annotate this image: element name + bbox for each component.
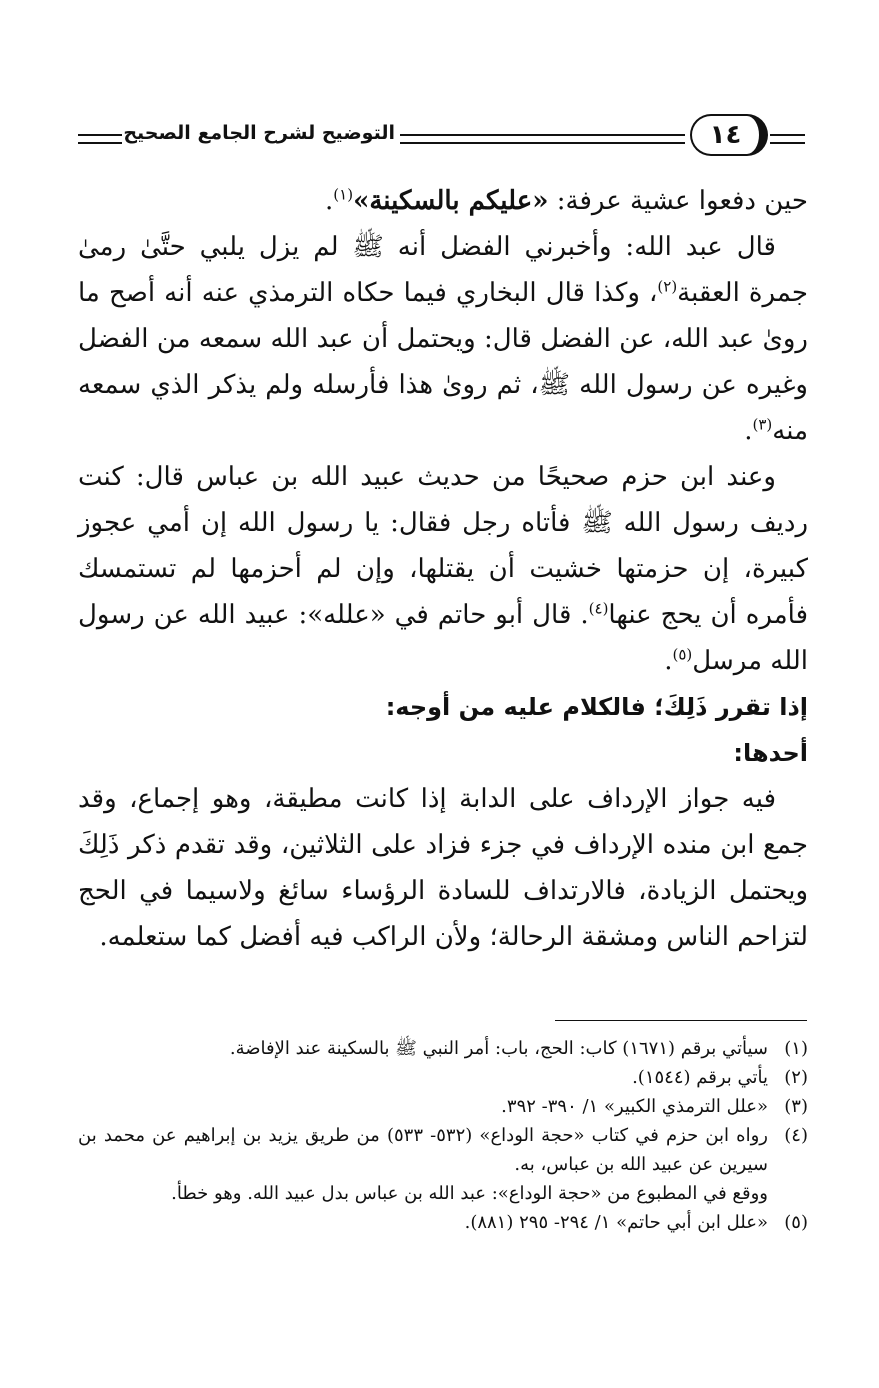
footnote-number: (١) (784, 1038, 808, 1059)
footnote-ref-2: (٢) (657, 277, 678, 296)
footnote-2 (78, 1063, 808, 1092)
footnote-number: (٣) (784, 1096, 808, 1117)
page-header (70, 112, 810, 162)
paragraph-2: قال عبد الله: وأخبرني الفضل أنه ﷺ لم يزل يلبي حتَّىٰ رمىٰ جمرة العقبة$^{(٢)}$، وكذا قال البخاري فيما حكاه الترمذي عنه أنه أصح ما روىٰ عبد الله، عن الفضل قال: ويحتمل أن عبد الله سمعه من الفضل وغيره عن رسول الله ﷺ، ثم روىٰ هذا فأرسله ولم يذكر الذي سمعه منه$^{(٣)}$. (78, 232, 808, 446)
footnote-3 (78, 1092, 808, 1121)
paragraph-4: فيه جواز الإرداف على الدابة إذا كانت مطيقة، وهو إجماع، وقد جمع ابن منده الإرداف في جزء فزاد على الثلاثين، وقد تقدم ذكر ذَلِكَ ويحتمل الزيادة، فالارتداف للسادة الرؤساء سائغ ولاسيما في الحج لتزاحم الناس ومشقة الرحالة؛ ولأن الراكب فيه أفضل كما ستعلمه. (78, 784, 808, 952)
footnote-text: يأتي برقم (١٥٤٤). (632, 1067, 768, 1088)
footnote-number: (٥) (784, 1212, 808, 1233)
section-heading: إذا تقرر ذَلِكَ؛ فالكلام عليه من أوجه: (385, 693, 808, 721)
paragraph-1: حين دفعوا عشية عرفة: «عليكم بالسكينة»$^{(١)}$. (325, 185, 808, 216)
header-rule-left (78, 134, 122, 144)
footnote-text: «علل ابن أبي حاتم» ١/ ٢٩٤- ٢٩٥ (٨٨١). (464, 1212, 768, 1233)
footnote-1 (78, 1034, 808, 1063)
footnotes (78, 1034, 808, 1237)
footnote-5 (78, 1208, 808, 1237)
main-text (78, 178, 808, 960)
running-title: التوضيح لشرح الجامع الصحيح (123, 122, 395, 144)
footnote-4 (78, 1121, 808, 1208)
footnote-number: (٤) (784, 1125, 808, 1146)
footnote-text: «علل الترمذي الكبير» ١/ ٣٩٠- ٣٩٢. (501, 1096, 768, 1117)
footnote-text-continued: ووقع في المطبوع من «حجة الوداع»: عبد الله بن عباس بدل عبيد الله. وهو خطأ. (171, 1183, 768, 1204)
footnote-ref-5: (٥) (672, 645, 693, 664)
footnote-separator (555, 1020, 807, 1021)
subsection-heading: أحدها: (733, 739, 808, 767)
footnote-number: (٢) (784, 1067, 808, 1088)
header-rule-right (770, 134, 805, 144)
hadith-quote: «عليكم بالسكينة» (353, 186, 549, 216)
footnote-ref-1: (١) (333, 185, 354, 204)
footnote-ref-3: (٣) (752, 415, 773, 434)
page-number: ١٤ (690, 114, 768, 156)
header-rule-middle (400, 134, 685, 144)
footnote-text: سيأتي برقم (١٦٧١) كاب: الحج، باب: أمر النبي ﷺ بالسكينة عند الإفاضة. (229, 1038, 768, 1059)
paragraph-3: وعند ابن حزم صحيحًا من حديث عبيد الله بن عباس قال: كنت رديف رسول الله ﷺ فأتاه رجل فقال: يا رسول الله إن أمي عجوز كبيرة، إن حزمتها خشيت أن يقتلها، وإن لم أحزمها لم تستمسك فأمره أن يحج عنها$^{(٤)}$. قال أبو حاتم في «علله»: عبيد الله عن رسول الله مرسل$^{(٥)}$. (78, 462, 808, 676)
footnote-ref-4: (٤) (588, 599, 609, 618)
footnote-text: رواه ابن حزم في كتاب «حجة الوداع» (٥٣٢- ٥٣٣) من طريق يزيد بن إبراهيم عن محمد بن سيرين عن عبيد الله بن عباس، به. (78, 1125, 768, 1175)
